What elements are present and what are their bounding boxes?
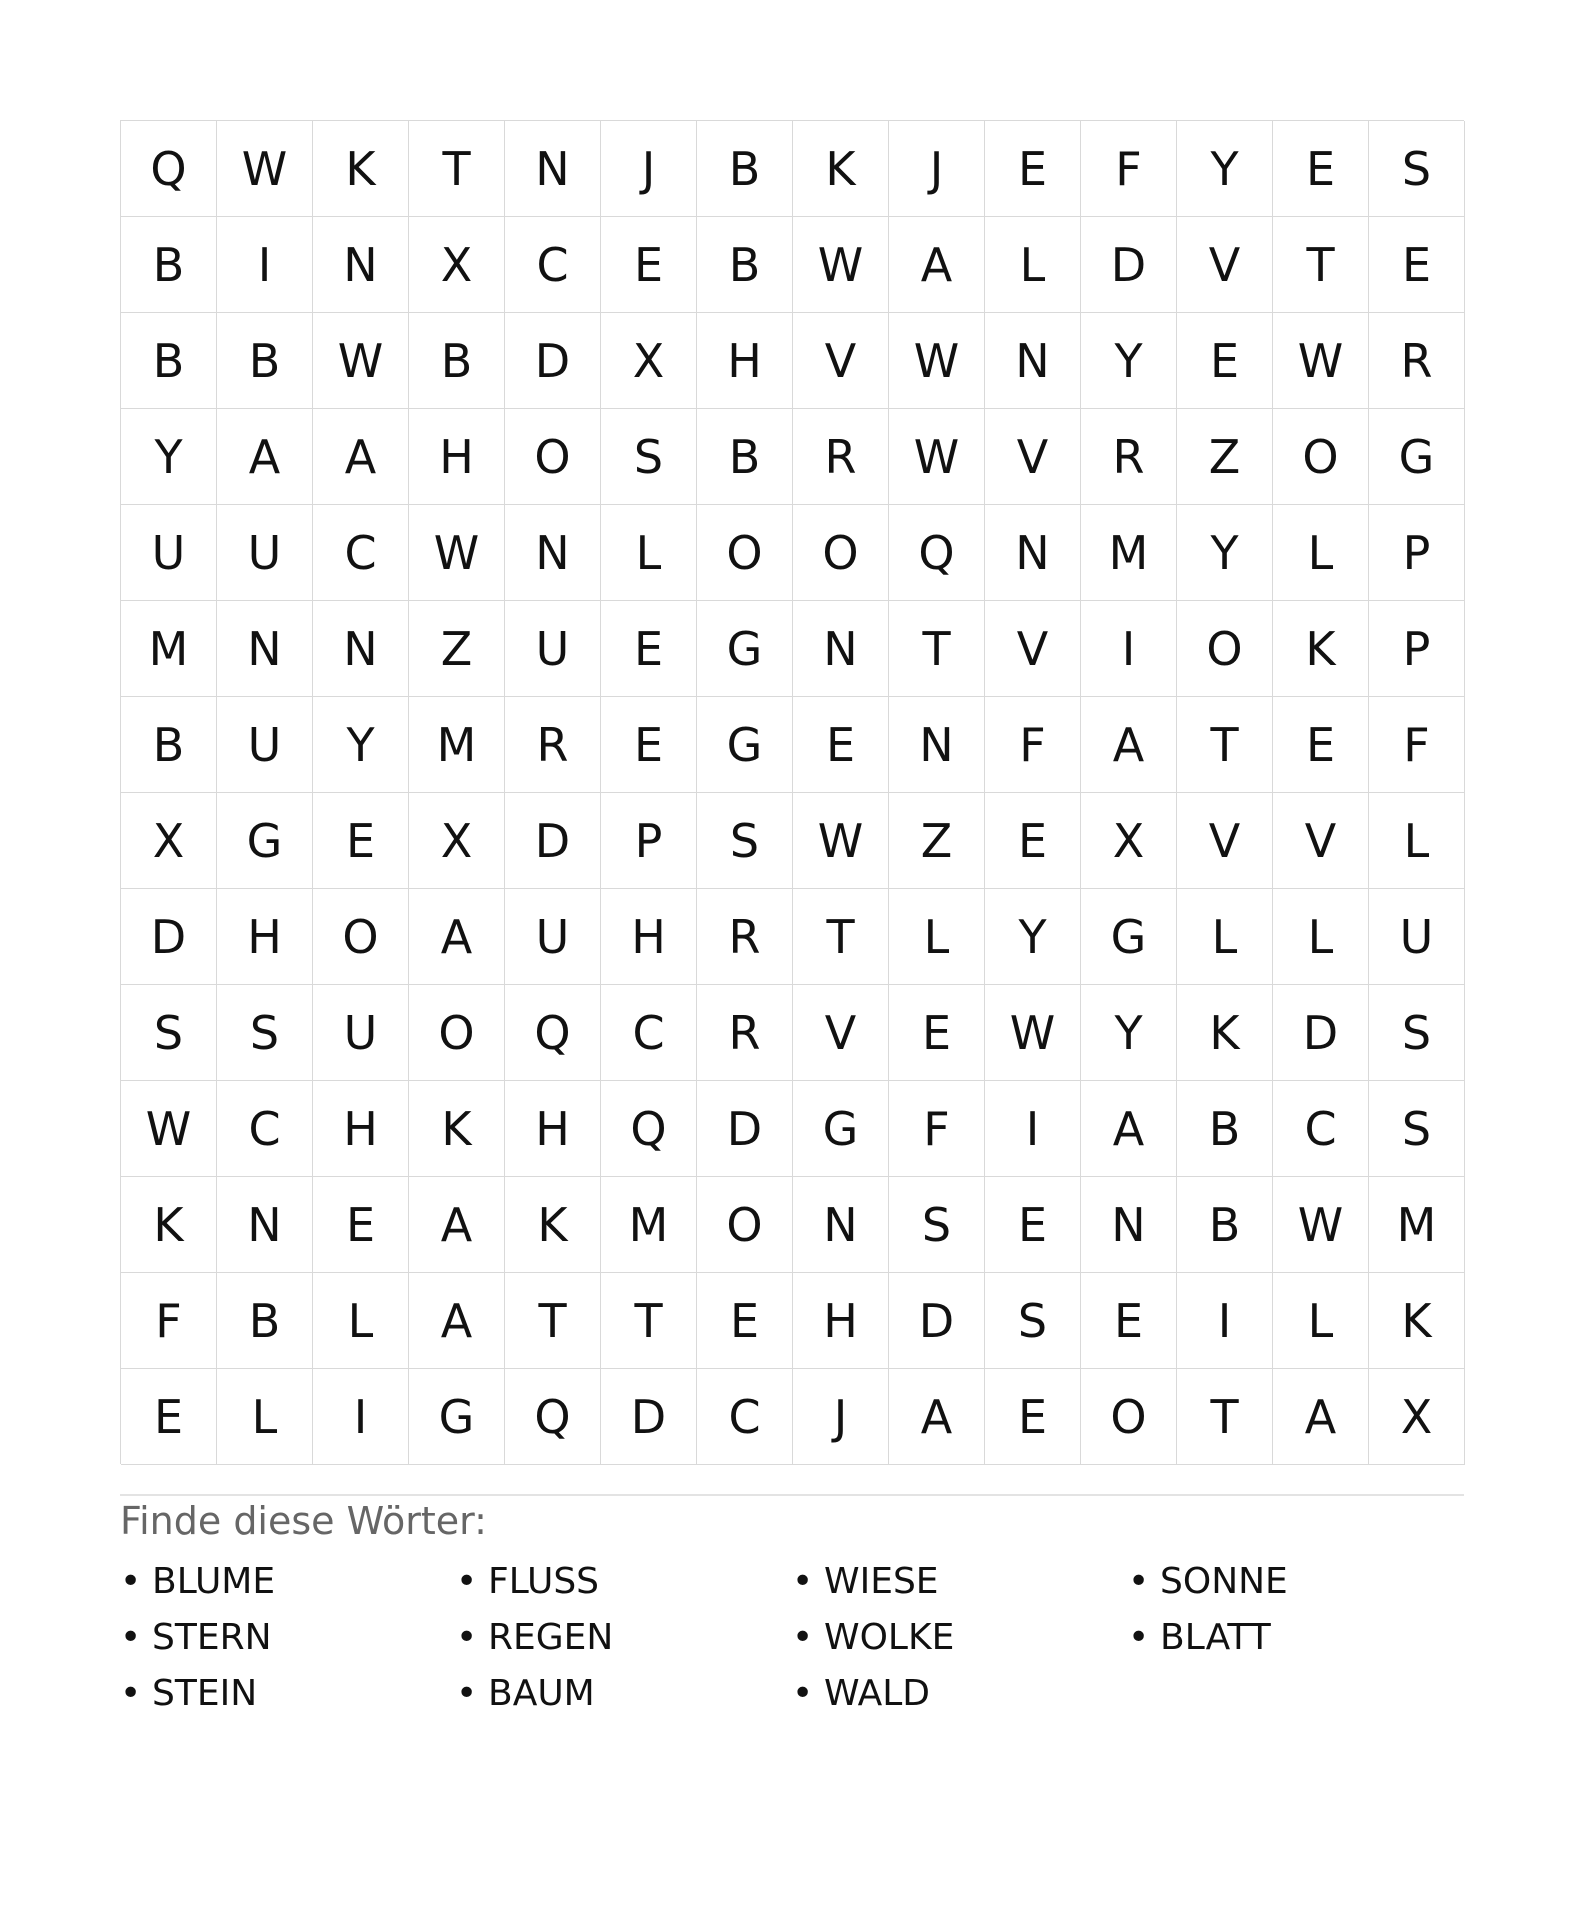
grid-cell[interactable]: I [985,1081,1081,1177]
bullet-icon: • [792,1617,814,1658]
grid-cell[interactable]: N [889,697,985,793]
grid-cell[interactable]: D [121,889,217,985]
grid-cell[interactable]: Q [601,1081,697,1177]
grid-cell[interactable]: D [505,313,601,409]
grid-cell[interactable]: H [793,1273,889,1369]
grid-cell[interactable]: D [1273,985,1369,1081]
grid-cell[interactable]: D [601,1369,697,1465]
bullet-icon: • [456,1561,478,1602]
grid-cell[interactable]: Y [1081,985,1177,1081]
grid-cell[interactable]: S [217,985,313,1081]
grid-cell[interactable]: A [889,217,985,313]
grid-cell[interactable]: N [1081,1177,1177,1273]
grid-cell[interactable]: W [889,313,985,409]
grid-cell[interactable]: Y [1081,313,1177,409]
grid-cell[interactable]: B [121,313,217,409]
grid-cell[interactable]: Y [313,697,409,793]
grid-cell[interactable]: O [697,1177,793,1273]
word-list [120,1554,1464,1722]
grid-cell[interactable]: E [601,601,697,697]
grid-cell[interactable]: T [409,121,505,217]
grid-cell[interactable]: E [1369,217,1465,313]
grid-cell[interactable]: A [409,889,505,985]
word-list-item [792,1610,1128,1666]
grid-cell[interactable]: P [1369,601,1465,697]
grid-cell[interactable]: G [409,1369,505,1465]
word-label: WIESE [824,1561,939,1602]
grid-cell[interactable]: Y [1177,505,1273,601]
grid-cell[interactable]: B [121,697,217,793]
grid-cell[interactable]: D [505,793,601,889]
grid-cell[interactable]: C [217,1081,313,1177]
grid-cell[interactable]: O [1177,601,1273,697]
grid-cell[interactable]: M [409,697,505,793]
word-label: FLUSS [488,1561,600,1602]
grid-cell[interactable]: S [121,985,217,1081]
grid-cell[interactable]: C [697,1369,793,1465]
grid-cell[interactable]: E [601,217,697,313]
grid-cell[interactable]: J [601,121,697,217]
grid-cell[interactable]: Y [1177,121,1273,217]
grid-cell[interactable]: C [313,505,409,601]
word-list-item [120,1666,456,1722]
grid-cell[interactable]: C [505,217,601,313]
grid-cell[interactable]: L [1273,1273,1369,1369]
grid-cell[interactable]: S [1369,1081,1465,1177]
grid-cell[interactable]: H [409,409,505,505]
grid-cell[interactable]: K [313,121,409,217]
grid-cell[interactable]: A [313,409,409,505]
grid-cell[interactable]: A [889,1369,985,1465]
grid-cell[interactable]: Y [121,409,217,505]
grid-cell[interactable]: C [601,985,697,1081]
grid-cell[interactable]: H [601,889,697,985]
grid-cell[interactable]: I [217,217,313,313]
grid-cell[interactable]: N [505,505,601,601]
grid-cell[interactable]: I [1177,1273,1273,1369]
grid-cell[interactable]: E [121,1369,217,1465]
grid-cell[interactable]: D [1081,217,1177,313]
grid-cell[interactable]: S [697,793,793,889]
grid-cell[interactable]: L [217,1369,313,1465]
grid-cell[interactable]: V [793,313,889,409]
grid-cell[interactable]: F [985,697,1081,793]
grid-cell[interactable]: X [121,793,217,889]
grid-cell[interactable]: S [1369,985,1465,1081]
grid-cell[interactable]: B [1177,1081,1273,1177]
grid-cell[interactable]: H [505,1081,601,1177]
grid-cell[interactable]: R [793,409,889,505]
word-list-heading: Finde diese Wörter: [120,1499,487,1543]
grid-cell[interactable]: E [313,1177,409,1273]
grid-cell[interactable]: L [1177,889,1273,985]
bullet-icon: • [456,1617,478,1658]
grid-cell[interactable]: D [889,1273,985,1369]
bullet-icon: • [120,1561,142,1602]
grid-cell[interactable]: H [313,1081,409,1177]
grid-cell[interactable]: J [793,1369,889,1465]
grid-cell[interactable]: K [505,1177,601,1273]
grid-cell[interactable]: E [313,793,409,889]
grid-cell[interactable]: S [985,1273,1081,1369]
word-list-item [120,1554,456,1610]
grid-cell[interactable]: R [697,889,793,985]
grid-cell[interactable]: G [217,793,313,889]
word-label: BAUM [488,1673,595,1714]
grid-cell[interactable]: W [217,121,313,217]
grid-cell[interactable]: E [1273,697,1369,793]
word-label: STERN [152,1617,272,1658]
grid-cell[interactable]: L [1273,505,1369,601]
grid-cell[interactable]: W [409,505,505,601]
grid-cell[interactable]: W [985,985,1081,1081]
grid-cell[interactable]: X [1081,793,1177,889]
grid-cell[interactable]: W [1273,313,1369,409]
grid-cell[interactable]: N [313,217,409,313]
grid-cell[interactable]: A [409,1273,505,1369]
grid-cell[interactable]: E [889,985,985,1081]
grid-cell[interactable]: K [1177,985,1273,1081]
grid-cell[interactable]: P [1369,505,1465,601]
word-list-item [456,1554,792,1610]
bullet-icon: • [120,1673,142,1714]
grid-cell[interactable]: P [601,793,697,889]
grid-cell[interactable]: T [793,889,889,985]
grid-cell[interactable]: I [1081,601,1177,697]
grid-cell[interactable]: K [409,1081,505,1177]
grid-cell[interactable]: X [409,217,505,313]
word-label: BLUME [152,1561,276,1602]
grid-cell[interactable]: W [889,409,985,505]
grid-cell[interactable]: F [1369,697,1465,793]
grid-cell[interactable]: W [121,1081,217,1177]
word-search-grid [120,120,1464,1464]
grid-cell[interactable]: A [217,409,313,505]
grid-cell[interactable]: O [313,889,409,985]
grid-cell[interactable]: E [985,793,1081,889]
grid-cell[interactable]: T [1273,217,1369,313]
grid-cell[interactable]: T [1177,697,1273,793]
grid-cell[interactable]: U [217,697,313,793]
word-label: WOLKE [824,1617,955,1658]
grid-cell[interactable]: N [217,1177,313,1273]
grid-cell[interactable]: V [1273,793,1369,889]
grid-cell[interactable]: O [697,505,793,601]
grid-cell[interactable]: O [1081,1369,1177,1465]
grid-cell[interactable]: B [697,121,793,217]
grid-cell[interactable]: L [601,505,697,601]
grid-cell[interactable]: M [121,601,217,697]
word-list-item [1128,1554,1464,1610]
bullet-icon: • [1128,1561,1150,1602]
grid-cell[interactable]: J [889,121,985,217]
grid-cell[interactable]: C [1273,1081,1369,1177]
grid-cell[interactable]: G [697,697,793,793]
grid-cell[interactable]: N [505,121,601,217]
grid-cell[interactable]: G [793,1081,889,1177]
bullet-icon: • [792,1561,814,1602]
grid-cell[interactable]: U [505,601,601,697]
grid-cell[interactable]: E [1081,1273,1177,1369]
grid-cell[interactable]: E [985,121,1081,217]
grid-cell[interactable]: W [793,217,889,313]
grid-cell[interactable]: G [697,601,793,697]
grid-cell[interactable]: T [601,1273,697,1369]
grid-cell[interactable]: F [1081,121,1177,217]
grid-cell[interactable]: S [601,409,697,505]
grid-cell[interactable]: B [217,313,313,409]
grid-cell[interactable]: L [313,1273,409,1369]
grid-cell[interactable]: T [505,1273,601,1369]
bullet-icon: • [456,1673,478,1714]
grid-cell[interactable]: E [1273,121,1369,217]
grid-cell[interactable]: A [1081,697,1177,793]
grid-cell[interactable]: W [793,793,889,889]
grid-cell[interactable]: D [697,1081,793,1177]
grid-cell[interactable]: K [793,121,889,217]
word-label: BLATT [1160,1617,1271,1658]
grid-cell[interactable]: V [985,409,1081,505]
grid-cell[interactable]: M [1081,505,1177,601]
grid-cell[interactable]: T [889,601,985,697]
grid-cell[interactable]: W [1273,1177,1369,1273]
grid-cell[interactable]: W [313,313,409,409]
grid-cell[interactable]: H [697,313,793,409]
grid-cell[interactable]: N [793,601,889,697]
grid-cell[interactable]: A [1081,1081,1177,1177]
grid-cell[interactable]: V [793,985,889,1081]
grid-cell[interactable]: B [1177,1177,1273,1273]
grid-cell[interactable]: X [601,313,697,409]
grid-cell[interactable]: N [793,1177,889,1273]
grid-cell[interactable]: B [697,409,793,505]
word-label: REGEN [488,1617,614,1658]
grid-cell[interactable]: E [697,1273,793,1369]
grid-cell[interactable]: O [505,409,601,505]
grid-cell[interactable]: O [1273,409,1369,505]
grid-cell[interactable]: H [217,889,313,985]
grid-cell[interactable]: Q [889,505,985,601]
grid-cell[interactable]: V [1177,217,1273,313]
grid-cell[interactable]: Y [985,889,1081,985]
grid-cell[interactable]: B [121,217,217,313]
word-label: STEIN [152,1673,258,1714]
grid-cell[interactable]: Q [505,1369,601,1465]
grid-cell[interactable]: I [313,1369,409,1465]
grid-cell[interactable]: N [985,505,1081,601]
grid-cell[interactable]: U [121,505,217,601]
grid-cell[interactable]: F [121,1273,217,1369]
grid-cell[interactable]: N [985,313,1081,409]
grid-cell[interactable]: A [409,1177,505,1273]
grid-cell[interactable]: Q [121,121,217,217]
bullet-icon: • [792,1673,814,1714]
grid-cell[interactable]: N [217,601,313,697]
grid-cell[interactable]: V [1177,793,1273,889]
grid-cell[interactable]: R [505,697,601,793]
grid-cell[interactable]: T [1177,1369,1273,1465]
grid-cell[interactable]: N [313,601,409,697]
grid-cell[interactable]: G [1081,889,1177,985]
bullet-icon: • [120,1617,142,1658]
grid-cell[interactable]: Q [505,985,601,1081]
grid-cell[interactable]: O [409,985,505,1081]
word-list-item [1128,1610,1464,1666]
word-label: WALD [824,1673,931,1714]
grid-cell[interactable]: L [985,217,1081,313]
word-list-item [456,1666,792,1722]
grid-cell[interactable]: S [889,1177,985,1273]
grid-cell[interactable]: L [1273,889,1369,985]
grid-cell[interactable]: Z [409,601,505,697]
grid-cell[interactable]: E [1177,313,1273,409]
grid-cell[interactable]: R [1369,313,1465,409]
grid-cell[interactable]: V [985,601,1081,697]
grid-cell[interactable]: B [409,313,505,409]
word-list-item [456,1610,792,1666]
grid-cell[interactable]: K [1369,1273,1465,1369]
word-list-item [792,1666,1128,1722]
grid-cell[interactable]: E [793,697,889,793]
word-list-item [120,1610,456,1666]
word-list-item [792,1554,1128,1610]
grid-cell[interactable]: K [1273,601,1369,697]
grid-cell[interactable]: Z [1177,409,1273,505]
grid-cell[interactable]: S [1369,121,1465,217]
grid-cell[interactable]: F [889,1081,985,1177]
grid-cell[interactable]: R [1081,409,1177,505]
grid-cell[interactable]: R [697,985,793,1081]
word-label: SONNE [1160,1561,1288,1602]
grid-cell[interactable]: U [217,505,313,601]
grid-cell[interactable]: U [505,889,601,985]
grid-cell[interactable]: A [1273,1369,1369,1465]
grid-cell[interactable]: K [121,1177,217,1273]
grid-cell[interactable]: E [601,697,697,793]
grid-cell[interactable]: U [313,985,409,1081]
grid-cell[interactable]: B [697,217,793,313]
grid-cell[interactable]: L [1369,793,1465,889]
grid-cell[interactable]: E [985,1369,1081,1465]
grid-cell[interactable]: O [793,505,889,601]
grid-cell[interactable]: M [1369,1177,1465,1273]
grid-cell[interactable]: E [985,1177,1081,1273]
grid-cell[interactable]: U [1369,889,1465,985]
grid-cell[interactable]: G [1369,409,1465,505]
grid-cell[interactable]: Z [889,793,985,889]
bullet-icon: • [1128,1617,1150,1658]
grid-cell[interactable]: X [409,793,505,889]
grid-cell[interactable]: L [889,889,985,985]
grid-cell[interactable]: M [601,1177,697,1273]
grid-cell[interactable]: B [217,1273,313,1369]
grid-cell[interactable]: X [1369,1369,1465,1465]
